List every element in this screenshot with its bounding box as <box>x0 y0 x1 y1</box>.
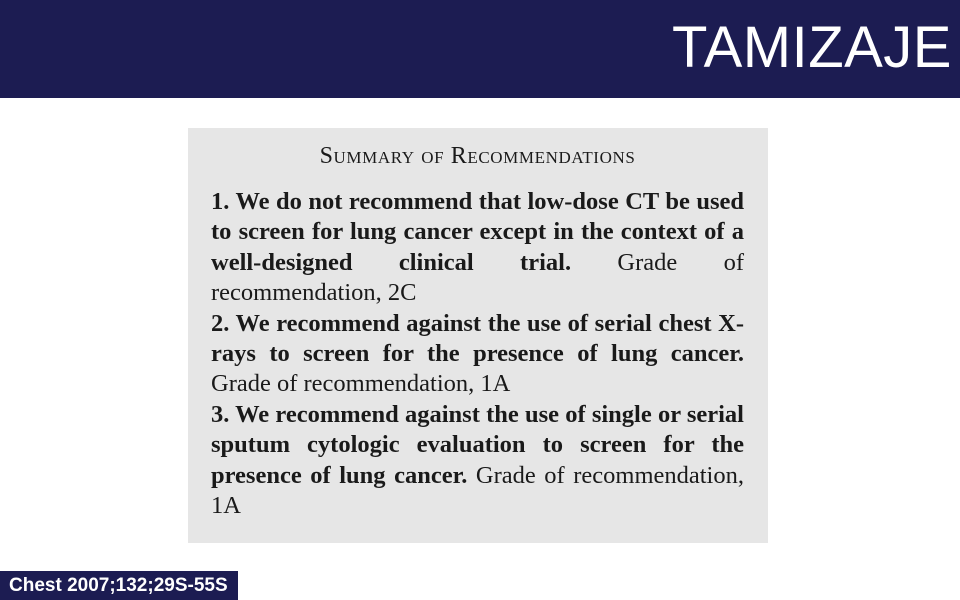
recommendation-3 <box>211 400 744 522</box>
excerpt-heading: Summary of Recommendations <box>319 143 636 169</box>
recommendation-2 <box>211 309 744 400</box>
recommendation-text: 3. We recommend against the use of single or serial sputum cytologic evaluation to screen for the presence of lung cancer. <box>211 400 744 489</box>
recommendation-grade: Grade of recommendation, 1A <box>211 370 511 398</box>
recommendation-1 <box>211 187 744 309</box>
citation-label: Chest 2007;132;29S-55S <box>0 571 238 600</box>
recommendation-text: 2. We recommend against the use of serial chest X-rays to screen for the presence of lung cancer. <box>211 309 744 368</box>
recommendation-grade: Grade of recommendation, 2C <box>211 248 745 307</box>
recommendations-excerpt-image <box>188 128 768 543</box>
recommendation-text: 1. We do not recommend that low-dose CT be used to screen for lung cancer except in the context of a well-designed clinical trial. <box>211 188 744 276</box>
title-bar <box>0 0 960 98</box>
slide-title: TAMIZAJE <box>671 15 952 80</box>
recommendation-grade: Grade of recommendation, 1A <box>211 461 744 520</box>
